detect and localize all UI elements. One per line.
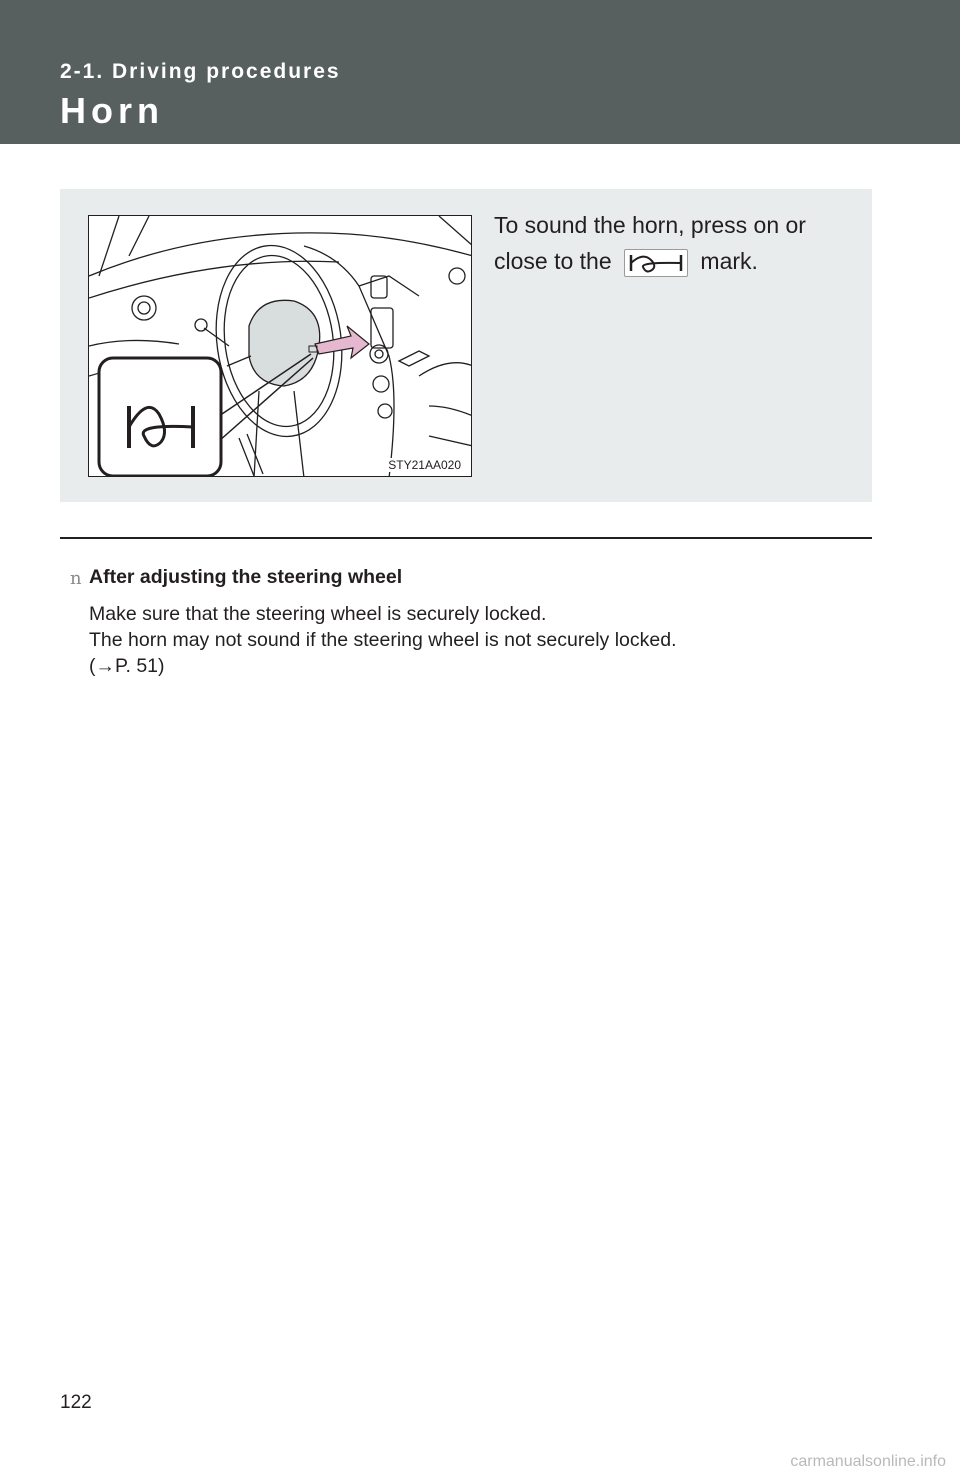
page-title: Horn [60, 90, 164, 131]
info-panel [60, 189, 872, 502]
watermark: carmanualsonline.info [790, 1453, 946, 1470]
note-heading: After adjusting the steering wheel [89, 566, 403, 588]
note-line-2: The horn may not sound if the steering wheel is not securely locked. [89, 629, 677, 651]
header-bar [0, 0, 960, 144]
instruction-after: mark. [700, 248, 758, 274]
steering-wheel-illustration [88, 215, 472, 477]
instruction-text [494, 207, 854, 279]
cockpit-drawing [89, 216, 472, 477]
horn-icon [624, 249, 688, 277]
section-label: 2-1. Driving procedures [60, 60, 341, 83]
section-divider [60, 537, 872, 539]
note-line-1: Make sure that the steering wheel is securely locked. [89, 603, 547, 625]
figure-code: STY21AA020 [388, 458, 461, 472]
bullet-icon: n [70, 568, 82, 589]
note-body [89, 601, 869, 679]
page-number: 122 [60, 1392, 92, 1413]
page-reference-link[interactable]: (→P. 51) [89, 655, 165, 677]
instruction-before: To sound the horn, press on or close to the [494, 212, 806, 274]
